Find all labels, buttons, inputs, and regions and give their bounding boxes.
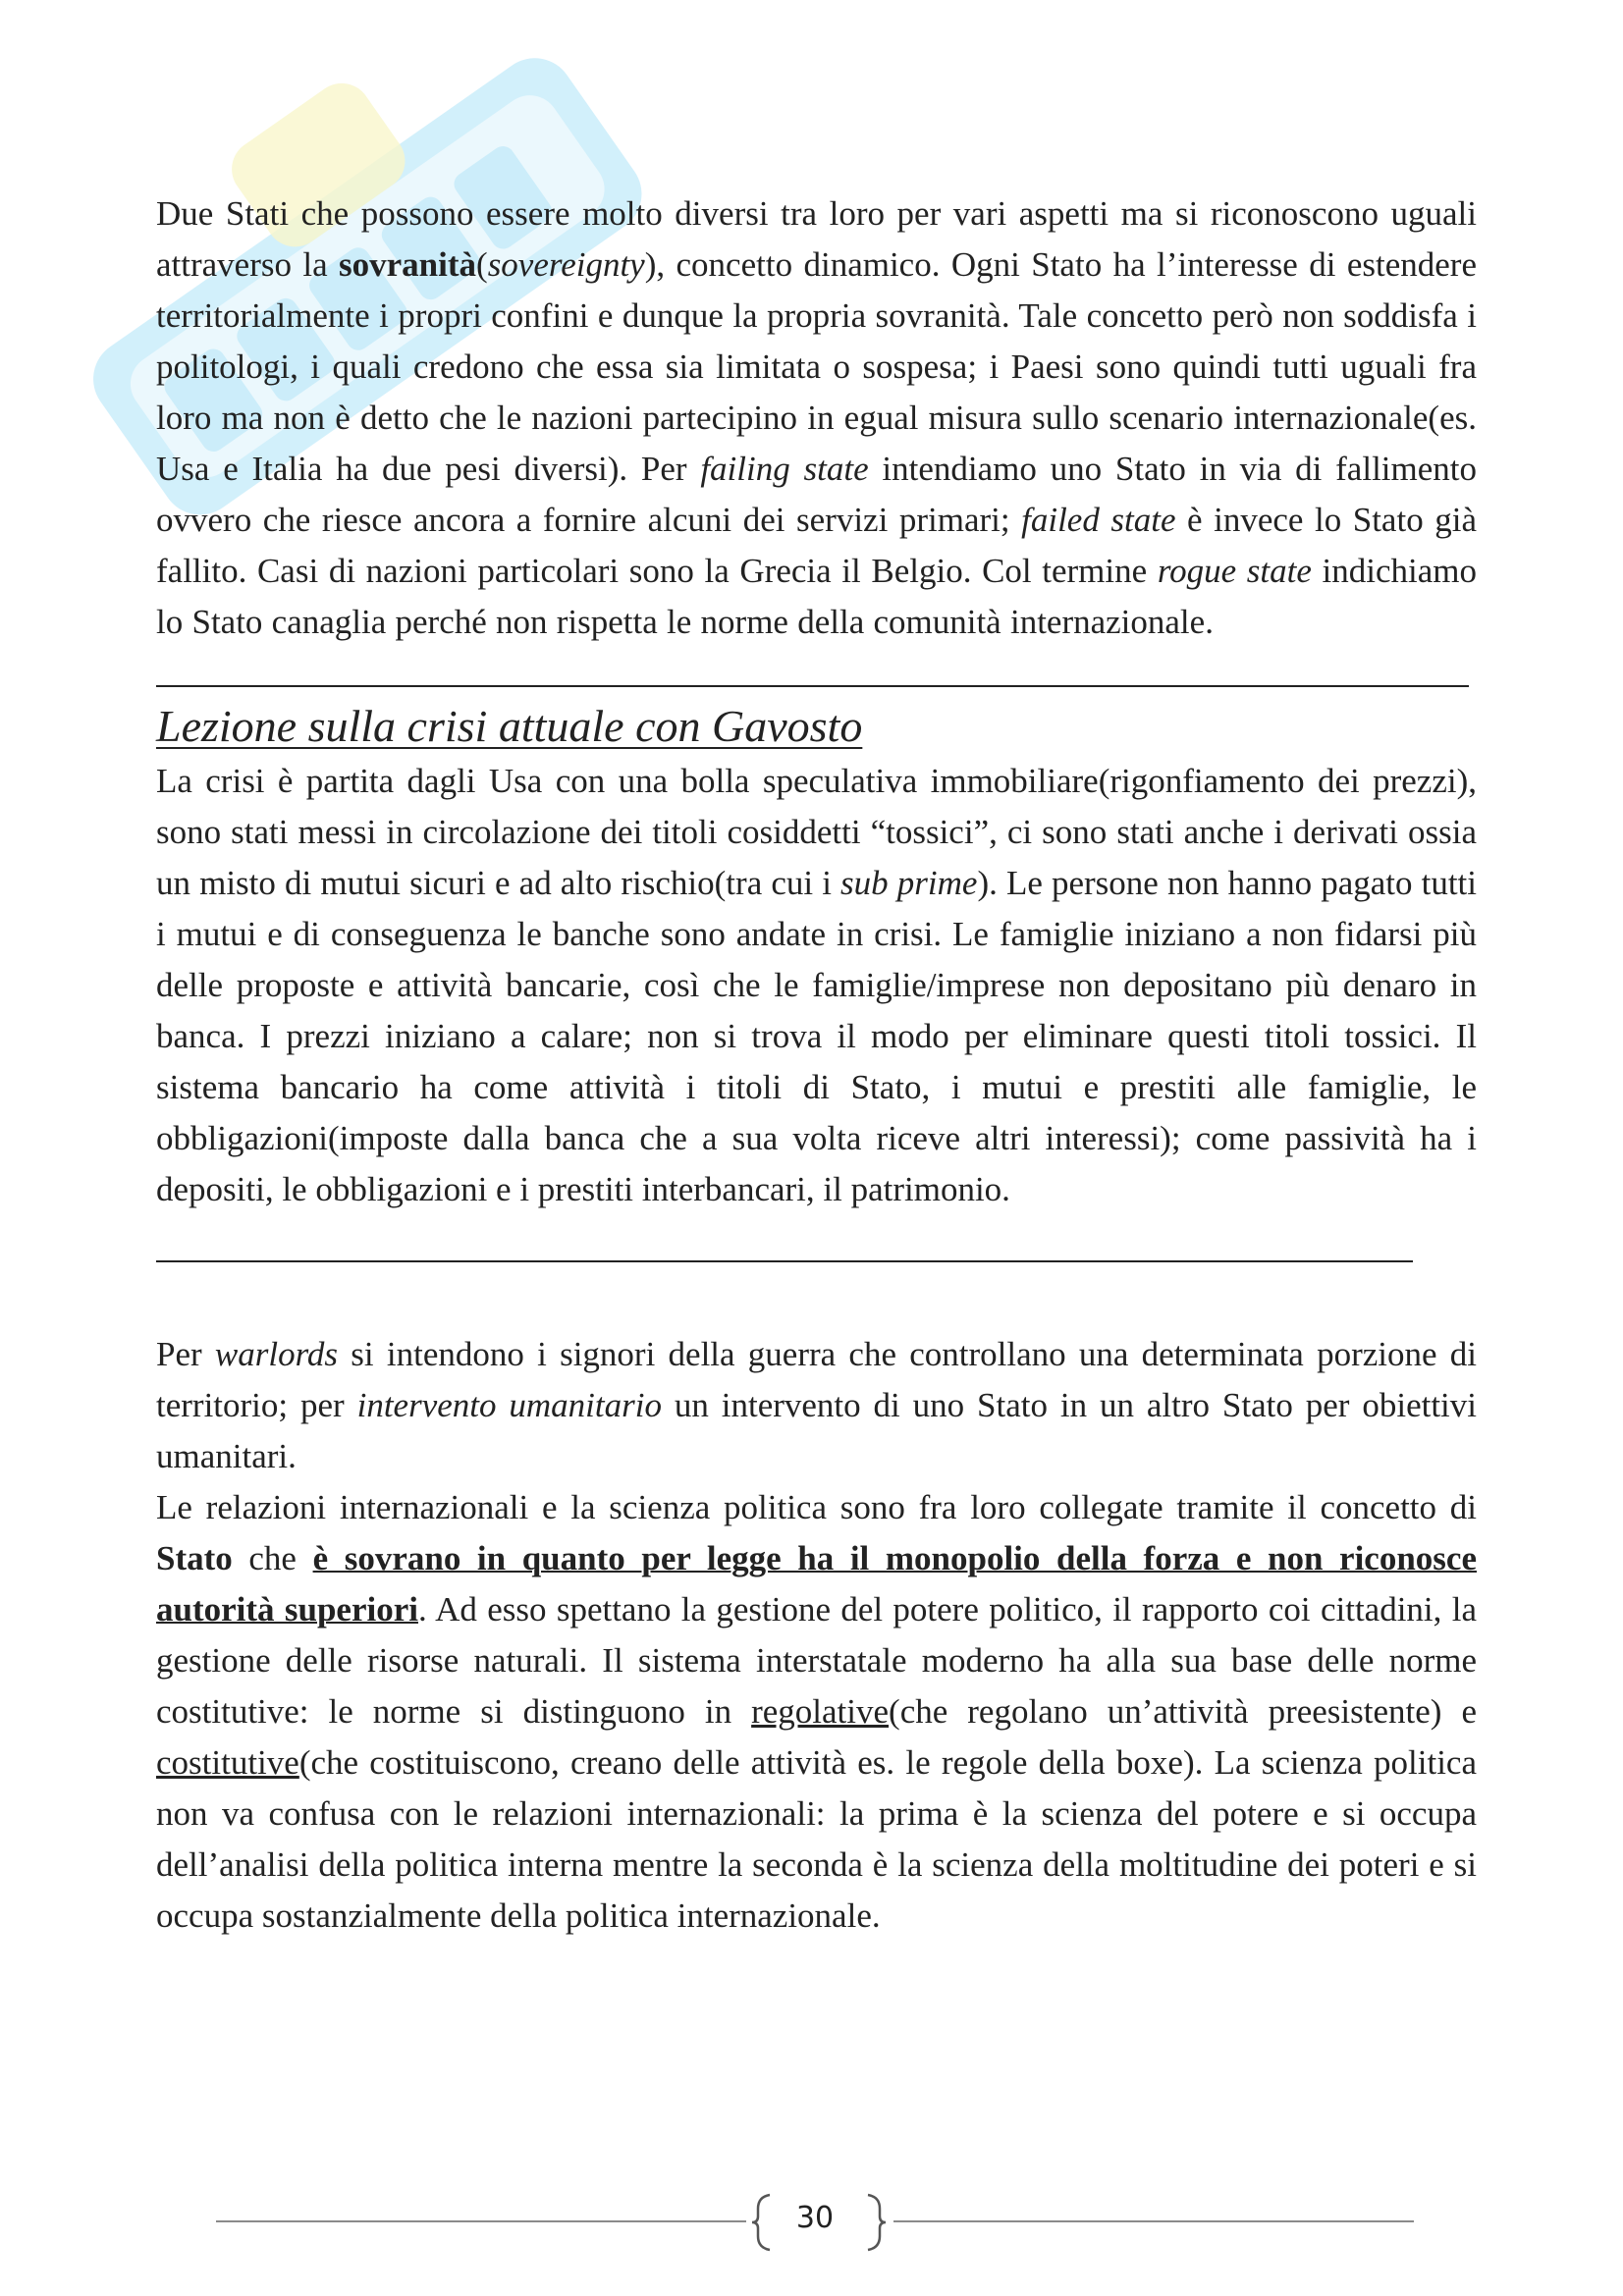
page-footer (216, 2193, 1414, 2252)
paragraph-crisis: La crisi è partita dagli Usa con una bolla speculativa immobiliare(rigonfiamento dei prezzi), sono stati messi in circolazione dei titoli cosiddetti “tossici”, ci sono stati anche i derivati ossia un misto di mutui sicuri e ad alto rischio(tra cui i sub prime). Le persone non hanno pagato tutti i mutui e di conseguenza le banche sono andate in crisi. Le famiglie iniziano a non fidarsi più delle proposte e attività bancarie, così che le famiglie/imprese non depositano più denaro in banca. I prezzi iniziano a calare; non si trova il modo per eliminare questi titoli tossici. Il sistema bancario ha come attività i titoli di Stato, i mutui e prestiti alle famiglie, le obbligazioni(imposte dalla banca che a sua volta riceve altri interessi); come passività ha i depositi, le obbligazioni e i prestiti interbancari, il patrimonio. (156, 762, 1477, 1208)
term-sub-prime: sub prime (840, 864, 978, 902)
footer-line-left (216, 2220, 746, 2222)
paragraph-state: Le relazioni internazionali e la scienza politica sono fra loro collegate tramite il concetto di Stato che è sovrano in quanto per legge ha il monopolio della forza e non riconosce autorità superiori. Ad esso spettano la gestione del potere politico, il rapporto coi cittadini, la gestione delle risorse naturali. Il sistema interstatale moderno ha alla sua base delle norme costitutive: le norme si distinguono in regolative(che regolano un’attività preesistente) e costitutive(che costituiscono, creano delle attività es. le regole della boxe). La scienza politica non va confusa con le relazioni internazionali: la prima è la scienza del potere e si occupa dell’analisi della politica interna mentre la seconda è la scienza della moltitudine dei poteri e si occupa sostanzialmente della politica internazionale. (156, 1488, 1477, 1935)
term-warlords: warlords (214, 1335, 339, 1373)
section-divider (156, 685, 1469, 687)
definition-stato: è sovrano in quanto per legge ha il monopolio della forza e non riconosce autorità superiori (156, 1539, 1477, 1629)
section-heading: Lezione sulla crisi attuale con Gavosto (156, 701, 863, 751)
page-content (156, 188, 1477, 1942)
term-stato: Stato (156, 1539, 233, 1577)
term-sovereignty: sovereignty (487, 245, 645, 284)
term-failing-state: failing state (700, 450, 869, 488)
term-intervento-umanitario: intervento umanitario (356, 1386, 662, 1424)
paragraph-warlords: Per warlords si intendono i signori della guerra che controllano una determinata porzione di territorio; per intervento umanitario un intervento di uno Stato in un altro Stato per obiettivi umanitari. (156, 1335, 1478, 1475)
footer-right-brace-icon (864, 2193, 888, 2252)
term-rogue-state: rogue state (1157, 552, 1312, 590)
term-sovranita: sovranità (339, 245, 477, 284)
page-number: 30 (795, 2201, 835, 2235)
footer-line-right (893, 2220, 1414, 2222)
term-costitutive: costitutive (156, 1743, 299, 1782)
section-divider (156, 1260, 1413, 1262)
term-failed-state: failed state (1021, 501, 1176, 539)
term-regolative: regolative (751, 1692, 890, 1731)
paragraph-sovereignty: Due Stati che possono essere molto diversi tra loro per vari aspetti ma si riconoscono uguali attraverso la sovranità(sovereignty), concetto dinamico. Ogni Stato ha l’interesse di estendere territorialmente i propri confini e dunque la propria sovranità. Tale concetto però non soddisfa i politologi, i quali credono che essa sia limitata o sospesa; i Paesi sono quindi tutti uguali fra loro ma non è detto che le nazioni partecipino in egual misura sullo scenario internazionale(es. Usa e Italia ha due pesi diversi). Per failing state intendiamo uno Stato in via di fallimento ovvero che riesce ancora a fornire alcuni dei servizi primari; failed state è invece lo Stato già fallito. Casi di nazioni particolari sono la Grecia il Belgio. Col termine rogue state indichiamo lo Stato canaglia perché non rispetta le norme della comunità internazionale. (156, 194, 1478, 641)
